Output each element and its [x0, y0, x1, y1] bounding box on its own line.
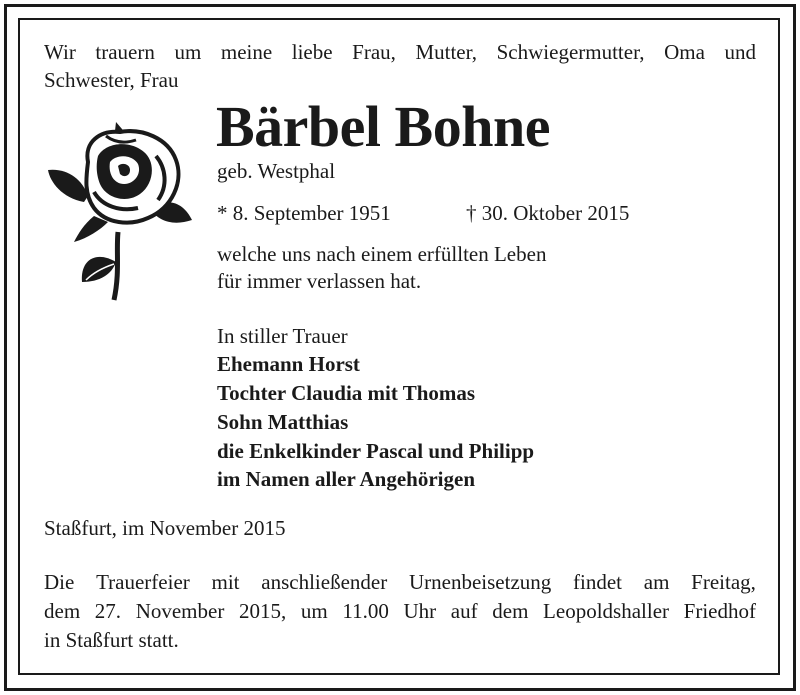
birth-name: geb. Westphal [217, 159, 336, 183]
mourner-name: Sohn Matthias [217, 410, 349, 434]
intro-line-1: Wir trauern um meine liebe Frau, Mutter, Schwiegermutter, Oma und [44, 40, 756, 64]
birth-date: * 8. September 1951 [217, 201, 391, 225]
rose-icon [44, 112, 196, 302]
deceased-name: Bärbel Bohne [216, 94, 550, 159]
mourners-heading: In stiller Trauer [217, 324, 348, 348]
funeral-line-1: Die Trauerfeier mit anschließender Urnenbeisetzung findet am Freitag, [44, 570, 756, 594]
funeral-line-3: in Staßfurt statt. [44, 628, 179, 652]
death-date: † 30. Oktober 2015 [466, 201, 630, 225]
mourner-name: die Enkelkinder Pascal und Philipp [217, 439, 535, 463]
intro-line-2: Schwester, Frau [44, 68, 179, 92]
mourner-name: Ehemann Horst [217, 352, 360, 376]
mourner-name: Tochter Claudia mit Thomas [217, 381, 476, 405]
farewell-line-2: für immer verlassen hat. [217, 269, 422, 293]
place-date: Staßfurt, im November 2015 [44, 516, 286, 540]
farewell-line-1: welche uns nach einem erfüllten Leben [217, 242, 547, 266]
funeral-line-2: dem 27. November 2015, um 11.00 Uhr auf dem Leopoldshaller Friedhof [44, 599, 756, 623]
mourner-name: im Namen aller Angehörigen [217, 467, 476, 491]
